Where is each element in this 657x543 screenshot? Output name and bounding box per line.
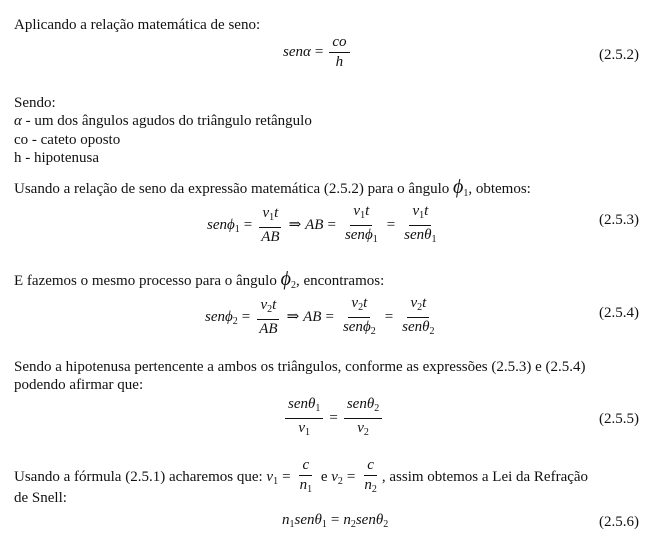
theta-symbol: θ [366, 396, 375, 412]
subscript: 1 [273, 475, 279, 487]
paragraph-4-text: Usando a fórmula (2.5.1) acharemos que: [14, 468, 263, 485]
implies-arrow: ⇒ [286, 308, 300, 325]
phi-symbol: ϕ [280, 268, 291, 290]
v-symbol: v [331, 468, 338, 485]
fraction-denominator: h [335, 54, 344, 70]
sen-text: sen [404, 227, 425, 243]
v-symbol: v [353, 203, 361, 219]
n-symbol: n [299, 477, 308, 493]
equals-sign: = [386, 216, 396, 233]
v-symbol: v [357, 420, 364, 436]
equation-label-2-5-2: (2.5.2) [599, 47, 639, 63]
equation-2-5-5 [283, 396, 384, 441]
subscript: 1 [289, 519, 295, 530]
phi-symbol: ϕ [225, 308, 233, 325]
n-symbol: n [343, 512, 351, 528]
subscript: 1 [305, 427, 311, 438]
sen-text: sen [288, 396, 308, 412]
subscript: 1 [269, 212, 275, 223]
fraction-denominator [354, 419, 372, 441]
equals-sign: = [325, 308, 334, 325]
phi-symbol: ϕ [364, 227, 373, 243]
subscript: 2 [350, 519, 356, 530]
sen-text: sen [342, 319, 363, 335]
equals-sign: = [346, 468, 356, 485]
fraction-numerator [409, 203, 431, 226]
fraction [258, 205, 282, 246]
fraction [340, 295, 379, 340]
fraction-numerator [348, 295, 370, 318]
theta-symbol: θ [308, 396, 316, 412]
intro-text: Aplicando a relação matemática de seno: [14, 17, 261, 33]
equals-sign: = [330, 512, 340, 528]
fraction-numerator [257, 297, 279, 320]
phi-symbol: ϕ [227, 216, 235, 233]
v-symbol: v [410, 295, 418, 311]
subscript: 2 [290, 280, 296, 291]
definition-alpha [14, 112, 312, 130]
fraction-numerator: c [299, 457, 312, 476]
theta-symbol: θ [314, 512, 322, 528]
equals-sign: = [314, 43, 324, 60]
subscript: 2 [267, 304, 273, 315]
inline-v2-equation [331, 457, 382, 498]
alpha-symbol: α [303, 43, 311, 60]
subscript: 1 [234, 223, 240, 235]
paragraph-1-tail: , obtemos: [468, 181, 531, 197]
equation-2-5-4 [205, 295, 440, 340]
equation-label-2-5-5: (2.5.5) [599, 411, 639, 427]
fraction-denominator [340, 318, 379, 340]
fraction-numerator: c [364, 457, 377, 476]
v-symbol: v [266, 468, 274, 485]
paragraph-3-line-1: Sendo a hipotenusa pertencente a ambos os triângulos, conforme as expressões (2.5.3) e (2.5.4) [14, 359, 586, 375]
fraction-denominator [295, 419, 313, 441]
equation-2-5-2 [283, 34, 352, 71]
fraction-denominator [361, 476, 380, 498]
equals-sign: = [329, 409, 338, 426]
equals-sign: = [327, 216, 336, 233]
fraction [342, 203, 381, 248]
fraction [285, 396, 323, 441]
fraction-denominator [342, 226, 381, 248]
subscript: 2 [363, 427, 369, 438]
sen-text: sen [344, 227, 365, 243]
t-symbol: t [363, 295, 368, 311]
definition-h: h - hipotenusa [14, 150, 99, 166]
sen-text: sen [346, 396, 367, 412]
equation-2-5-3 [207, 203, 442, 248]
paragraph-3-line-2: podendo afirmar que: [14, 377, 144, 393]
fraction-numerator [259, 205, 281, 228]
subscript: 1 [431, 234, 437, 245]
t-symbol: t [274, 205, 279, 221]
paragraph-4-line-1 [14, 457, 588, 498]
v-symbol: v [412, 203, 420, 219]
paragraph-4-line-2: de Snell: [14, 490, 67, 506]
conjunction-e: e [320, 468, 328, 485]
fraction-numerator: co [329, 34, 349, 53]
t-symbol: t [422, 295, 427, 311]
subscript: 1 [360, 210, 366, 221]
paragraph-1 [14, 178, 531, 203]
subscript: 2 [429, 326, 435, 337]
v-symbol: v [260, 297, 268, 313]
fraction-numerator [350, 203, 372, 226]
subscript: 1 [419, 210, 425, 221]
fraction-denominator [399, 318, 437, 340]
t-symbol: t [424, 203, 429, 219]
fraction [344, 396, 382, 441]
ab-symbol: AB [303, 308, 322, 325]
sen-text: sen [355, 512, 376, 528]
implies-arrow: ⇒ [288, 216, 302, 233]
n-symbol: n [282, 512, 290, 528]
phi-symbol: ϕ [452, 176, 464, 198]
paragraph-2-tail: , encontramos: [295, 273, 385, 289]
equation-label-2-5-4: (2.5.4) [599, 305, 639, 321]
subscript: 1 [463, 188, 469, 199]
definition-co: co - cateto oposto [14, 132, 121, 148]
subscript: 2 [358, 302, 364, 313]
sen-text: sen [205, 308, 225, 325]
alpha-symbol: α [14, 113, 22, 129]
paragraph-4-tail: , assim obtemos a Lei da Refração [381, 468, 589, 485]
fraction-numerator [344, 396, 382, 419]
paragraph-2-text: E fazemos o mesmo processo para o ângulo [14, 273, 277, 289]
definition-text: - um dos ângulos agudos do triângulo retângulo [21, 113, 312, 129]
paragraph-2 [14, 270, 384, 295]
sendo-title: Sendo: [14, 95, 56, 111]
equals-sign: = [243, 216, 253, 233]
subscript: 2 [417, 302, 423, 313]
fraction-denominator [401, 226, 439, 248]
fraction [256, 297, 280, 338]
paragraph-1-text: Usando a relação de seno da expressão matemática (2.5.2) para o ângulo [14, 181, 450, 197]
subscript: 2 [371, 484, 377, 495]
subscript: 2 [232, 315, 238, 327]
v-symbol: v [351, 295, 359, 311]
fraction-denominator [297, 476, 316, 498]
fraction-denominator: AB [261, 229, 280, 245]
fraction [329, 34, 349, 71]
equals-sign: = [282, 468, 291, 485]
fraction-numerator [407, 295, 429, 318]
subscript: 1 [307, 484, 313, 495]
fraction [401, 203, 439, 248]
equals-sign: = [241, 308, 251, 325]
sen-text: sen [283, 43, 303, 60]
equation-2-5-6 [282, 512, 388, 530]
fraction-denominator: AB [259, 321, 278, 337]
subscript: 2 [337, 475, 343, 487]
subscript: 1 [321, 519, 327, 530]
equation-label-2-5-6: (2.5.6) [599, 514, 639, 530]
ab-symbol: AB [305, 216, 324, 233]
subscript: 1 [315, 403, 321, 414]
t-symbol: t [272, 297, 277, 313]
subscript: 2 [383, 519, 389, 530]
v-symbol: v [298, 420, 306, 436]
equation-label-2-5-3: (2.5.3) [599, 212, 639, 228]
sen-text: sen [402, 319, 423, 335]
equals-sign: = [384, 308, 394, 325]
subscript: 1 [372, 234, 378, 245]
v-symbol: v [262, 205, 270, 221]
n-symbol: n [364, 477, 372, 493]
sen-text: sen [207, 216, 227, 233]
subscript: 2 [370, 326, 376, 337]
theta-symbol: θ [424, 227, 432, 243]
sen-text: sen [294, 512, 315, 528]
phi-symbol: ϕ [362, 319, 371, 335]
fraction [297, 457, 316, 498]
fraction [399, 295, 437, 340]
fraction [361, 457, 380, 498]
theta-symbol: θ [375, 512, 384, 528]
inline-v1-equation [266, 457, 317, 498]
theta-symbol: θ [422, 319, 430, 335]
t-symbol: t [365, 203, 370, 219]
fraction-numerator [285, 396, 323, 419]
subscript: 2 [374, 403, 380, 414]
